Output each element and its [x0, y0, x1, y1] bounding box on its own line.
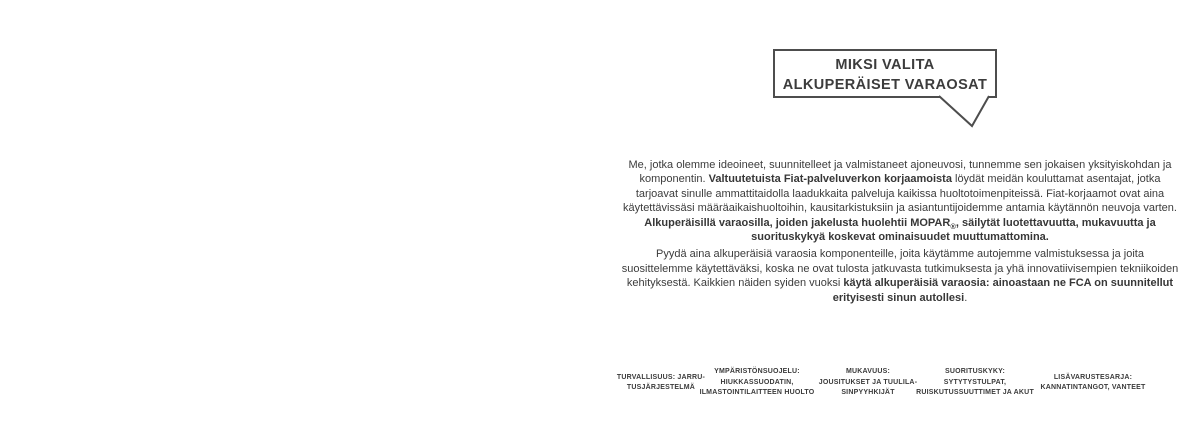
footer-category-line: KANNATINTANGOT, VANTEET: [1040, 384, 1146, 391]
footer-category-line: ILMASTOINTILAITTEEN HUOLTO: [699, 389, 815, 397]
footer-category: [1041, 363, 1146, 403]
footer-category-line: TURVALLISUUS: JARRU-: [616, 373, 706, 381]
footer-category-line: LISÄVARUSTESARJA:: [1053, 373, 1133, 381]
page-title-line2: ALKUPERÄISET VARAOSAT: [782, 77, 988, 93]
footer-category-line: SINPYYHKIJÄT: [841, 389, 895, 397]
footer-category-line: TUSJÄRJESTELMÄ: [626, 384, 696, 391]
body-text: [620, 158, 1180, 305]
footer-category: [819, 363, 917, 403]
footer-category: [916, 363, 1034, 403]
footer-category: [617, 363, 705, 403]
body-paragraph: Pyydä aina alkuperäisiä varaosia komponenteille, joita käytämme autojemme valmistuksessa ja joita suosittelemme käytettäväksi, koska ne ovat tulosta jatkuvasta tutkimuksesta ja yhä innovatiivisempien tekniikoiden kehityksestä. Kaikkien näiden syiden vuoksi käytä alkuperäisiä varaosia: ainoastaan ne FCA on suunnitellut erityisesti sinun autollesi.: [621, 248, 1179, 304]
footer-category-line: MUKAVUUS:: [845, 368, 891, 376]
footer-category-line: SYTYTYSTULPAT,: [943, 378, 1007, 386]
body-paragraph: Me, jotka olemme ideoineet, suunnitelleet ja valmistaneet ajoneuvosi, tunnemme sen jokaisen yksityiskohdan ja komponentin. Valtuutetuista Fiat-palveluverkon korjaamoista löydät meidän kouluttamat asentajat, jotka tarjoavat sinulle ammattitaidolla laadukkaita palveluja kaikissa huoltotoimenpiteissä. Fiat-korjaamot ovat aina käytettävissäsi määräaikaishuoltoihin, kausitarkistuksiin ja asiantuntijoidemme antamia käytännön neuvoja varten.: [623, 159, 1177, 215]
footer-category-line: JOUSITUKSET JA TUULILA-: [818, 378, 918, 386]
footer-category-line: HIUKKASSUODATIN,: [720, 378, 794, 386]
footer-category-line: SUORITUSKYKY:: [944, 368, 1006, 376]
body-paragraph: Alkuperäisillä varaosilla, joiden jakelusta huolehtii $MOPAR_®$, säilytät luotettavuutta, mukavuutta ja suorituskykyä koskevat ominaisuudet muuttumattomina.: [644, 216, 1156, 244]
footer-category: [700, 363, 815, 403]
speech-bubble-tail-icon: [937, 96, 991, 130]
footer-category-line: RUISKUTUSSUUTTIMET JA AKUT: [916, 389, 1034, 397]
page-title-line1: MIKSI VALITA: [835, 57, 935, 73]
footer-category-line: YMPÄRISTÖNSUOJELU:: [714, 368, 800, 376]
speech-bubble: [773, 49, 997, 98]
